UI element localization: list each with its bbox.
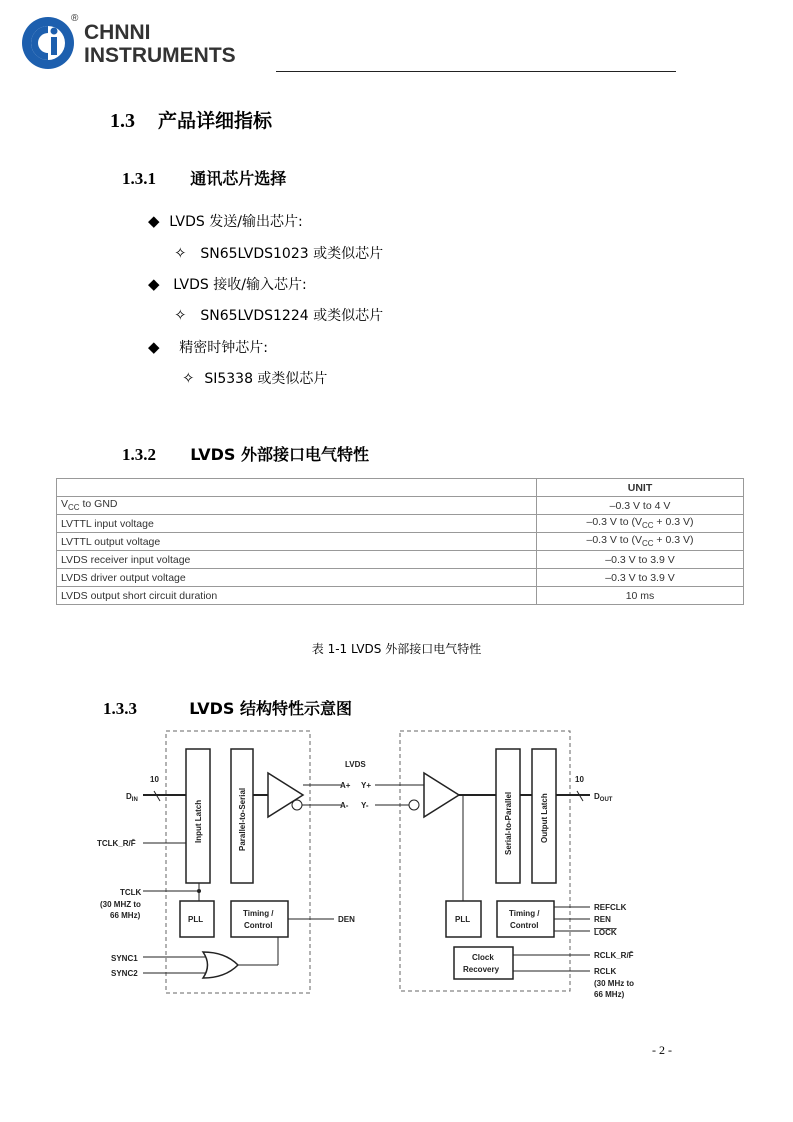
tclk-label: TCLK [120, 888, 142, 897]
list-item [182, 368, 327, 388]
timing-right-block [497, 901, 554, 937]
list-item [148, 337, 268, 357]
input-latch-label: Input Latch [194, 799, 203, 843]
list-item [174, 243, 383, 263]
a-minus-label: A- [340, 801, 349, 810]
diamond-bullet-icon: ◆ [148, 214, 160, 230]
p2s-label: Parallel-to-Serial [238, 787, 247, 851]
table-header-param [57, 479, 537, 497]
timing-right-label-1: Timing / [509, 909, 540, 918]
table-header-unit: UNIT [537, 479, 744, 497]
y-plus-label: Y+ [361, 781, 372, 790]
timing-left-block [231, 901, 288, 937]
tclk-rf-label: TCLK_R/F̄ [97, 839, 136, 848]
registered-mark: ® [71, 13, 79, 24]
pll-left-label: PLL [188, 915, 204, 924]
section-title: 产品详细指标 [158, 110, 273, 132]
value-cell: –0.3 V to 4 V [537, 497, 744, 515]
table-row [57, 533, 744, 551]
or-gate [203, 952, 238, 978]
param-cell: LVDS driver output voltage [57, 569, 537, 587]
brand-line-1: CHNNI [84, 21, 151, 44]
value-cell: –0.3 V to 3.9 V [537, 569, 744, 587]
chip-label: LVDS 发送/输出芯片: [169, 214, 303, 230]
page-number: - 2 - [652, 1043, 672, 1057]
receiver-outline [400, 731, 570, 991]
value-cell: –0.3 V to ($V_{CC} + 0.3$ V) [537, 515, 744, 533]
chip-model: SI5338 或类似芯片 [204, 371, 328, 387]
value-cell: 10 ms [537, 587, 744, 605]
din-label: $D_{IN}$ [126, 792, 138, 803]
refclk-label: REFCLK [594, 903, 627, 912]
chip-label: LVDS 接收/输入芯片: [173, 277, 307, 293]
sync1-label: SYNC1 [111, 954, 138, 963]
table-row [57, 515, 744, 533]
dout-label: $D_{OUT}$ [594, 792, 613, 803]
tclk-freq-1: (30 MHZ to [100, 900, 141, 909]
receiver-triangle [424, 773, 459, 817]
table-row [57, 587, 744, 605]
a-plus-label: A+ [340, 781, 351, 790]
pll-right-label: PLL [455, 915, 471, 924]
driver-inverter-bubble [292, 800, 302, 810]
param-cell: LVTTL output voltage [57, 533, 537, 551]
diamond-bullet-icon: ◆ [148, 277, 160, 293]
value-cell: –0.3 V to 3.9 V [537, 551, 744, 569]
param-cell: $V_{CC}$ to GND [57, 497, 537, 515]
clock-recovery-label-1: Clock [472, 953, 494, 962]
timing-left-label-1: Timing / [243, 909, 274, 918]
den-label: DEN [338, 915, 355, 924]
rclk-freq-2: 66 MHz) [594, 990, 625, 999]
tclk-freq-2: 66 MHz) [110, 911, 141, 920]
subsection-1-number: 1.3.1 [122, 169, 156, 188]
company-logo [20, 13, 79, 71]
star-bullet-icon: ✧ [182, 371, 195, 387]
y-minus-label: Y- [361, 801, 369, 810]
subsection-3-title: LVDS 结构特性示意图 [189, 699, 353, 718]
list-item [174, 305, 383, 325]
list-item [148, 211, 303, 231]
transmitter-outline [166, 731, 310, 993]
subsection-3-number: 1.3.3 [103, 699, 137, 718]
table-caption: 表 1-1 LVDS 外部接口电气特性 [311, 642, 482, 656]
lvds-label: LVDS [345, 760, 366, 769]
subsection-1-heading [122, 166, 286, 189]
param-cell: LVDS receiver input voltage [57, 551, 537, 569]
timing-right-label-2: Control [510, 921, 539, 930]
bus-width-left: 10 [150, 775, 159, 784]
logo-emblem-icon [20, 13, 79, 71]
brand-line-2: INSTRUMENTS [84, 44, 236, 67]
header-rule [276, 71, 676, 72]
table-row [57, 569, 744, 587]
receiver-inverter-bubble [409, 800, 419, 810]
param-cell: LVTTL input voltage [57, 515, 537, 533]
table-header-row [57, 479, 744, 497]
table-row [57, 497, 744, 515]
subsection-2-number: 1.3.2 [122, 445, 156, 464]
ren-label: REN [594, 915, 611, 924]
chip-label: 精密时钟芯片: [179, 340, 269, 356]
rclk-label: RCLK [594, 967, 617, 976]
star-bullet-icon: ✧ [174, 308, 187, 324]
diamond-bullet-icon: ◆ [148, 340, 160, 356]
subsection-2-title: LVDS 外部接口电气特性 [190, 445, 370, 464]
table-row [57, 551, 744, 569]
sync2-label: SYNC2 [111, 969, 138, 978]
subsection-2-heading [122, 442, 369, 465]
section-heading [110, 106, 272, 133]
subsection-3-heading [103, 696, 352, 719]
subsection-1-title: 通讯芯片选择 [190, 169, 287, 188]
electrical-spec-table [56, 478, 744, 605]
lock-label: LOCK [594, 928, 617, 937]
chip-model: SN65LVDS1023 或类似芯片 [200, 246, 384, 262]
rclk-rf-label: RCLK_R/F̄ [594, 951, 634, 960]
rclk-freq-1: (30 MHz to [594, 979, 634, 988]
clock-recovery-block [454, 947, 513, 979]
chip-model: SN65LVDS1224 或类似芯片 [200, 308, 384, 324]
param-cell: LVDS output short circuit duration [57, 587, 537, 605]
value-cell: –0.3 V to ($V_{CC} + 0.3$ V) [537, 533, 744, 551]
timing-left-label-2: Control [244, 921, 273, 930]
clock-recovery-label-2: Recovery [463, 965, 500, 974]
star-bullet-icon: ✧ [174, 246, 187, 262]
bus-width-right: 10 [575, 775, 584, 784]
list-item [148, 274, 307, 294]
s2p-label: Serial-to-Parallel [504, 791, 513, 855]
section-number: 1.3 [110, 110, 135, 132]
lvds-block-diagram [0, 725, 793, 1005]
output-latch-label: Output Latch [540, 793, 549, 843]
